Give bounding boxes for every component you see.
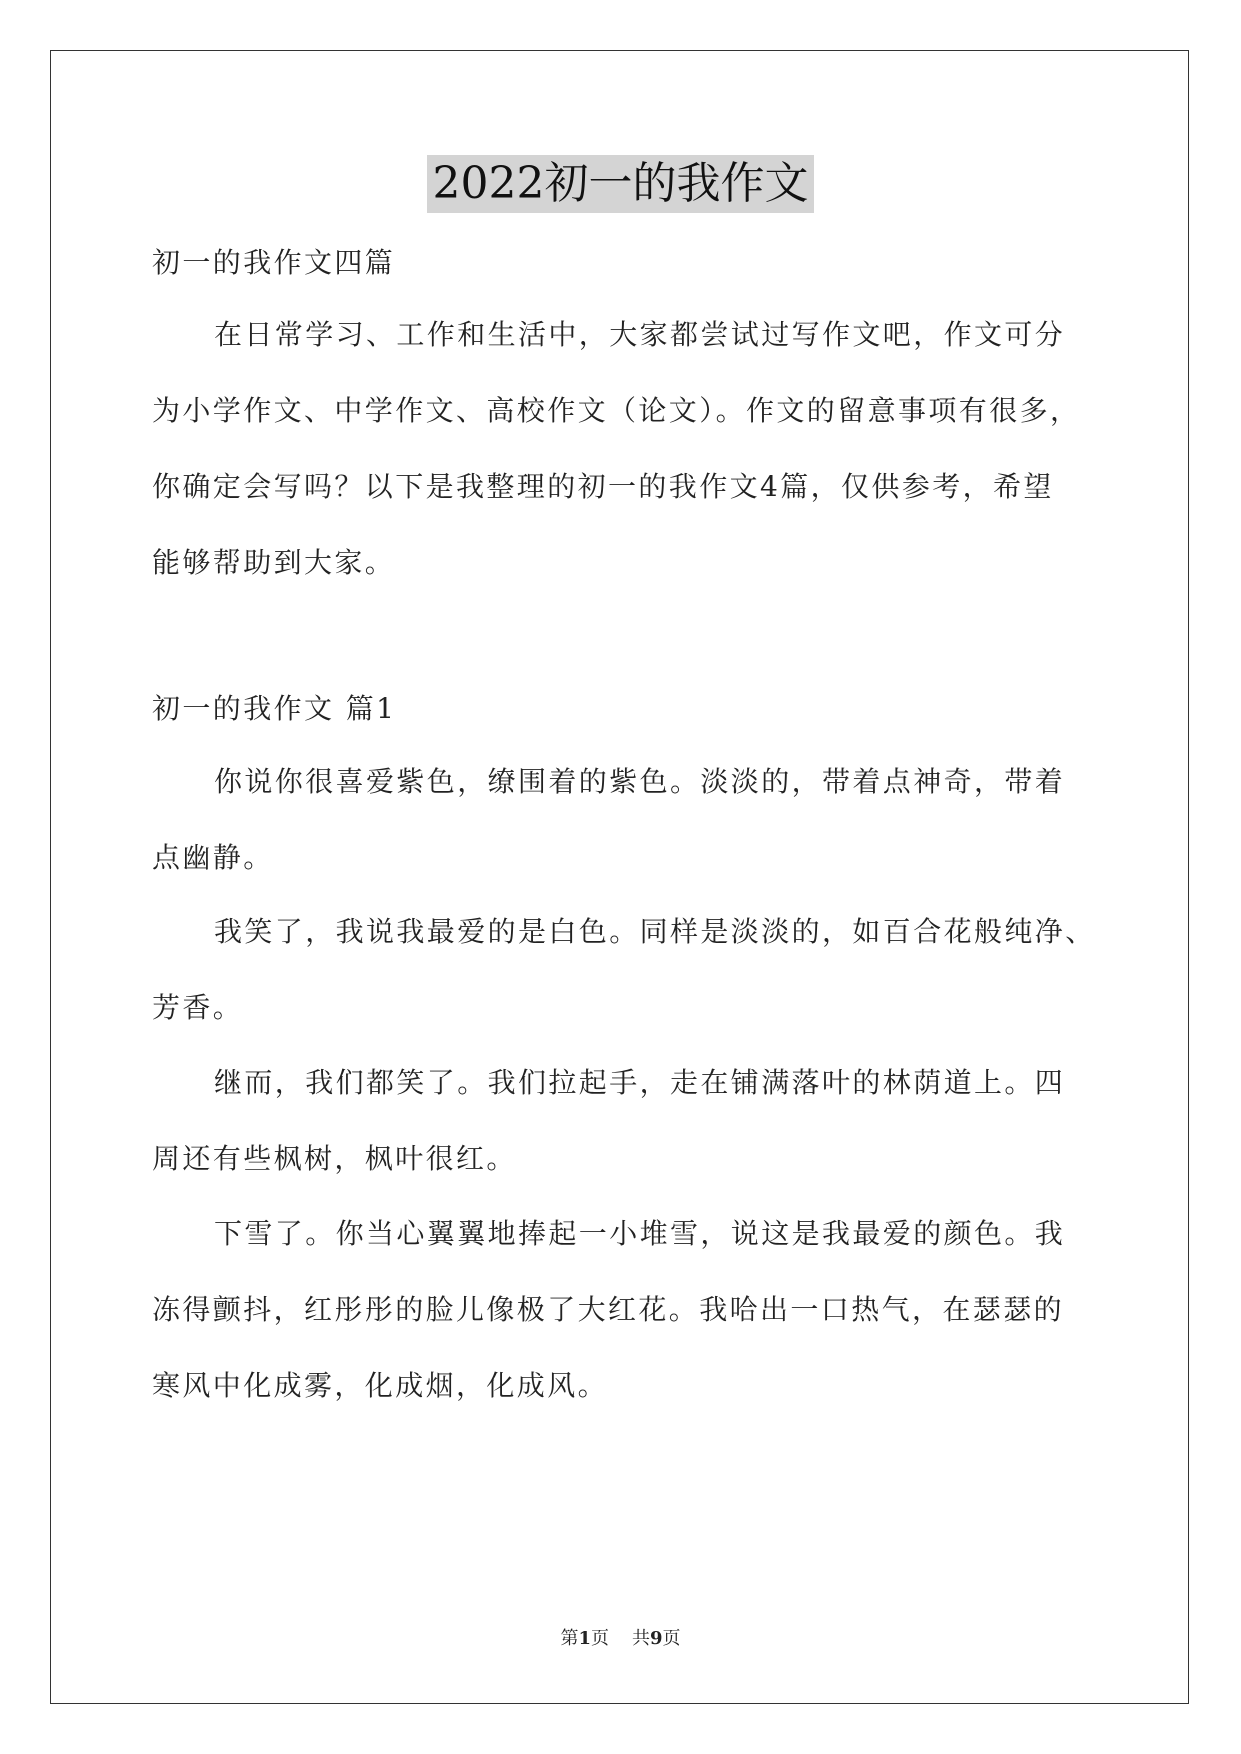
paragraph-line: 芳香。 <box>152 991 244 1024</box>
paragraph-line: 为小学作文、中学作文、高校作文（论文）。作文的留意事项有很多， <box>152 394 1081 427</box>
title-container <box>0 155 1241 213</box>
paragraph-line: 我笑了，我说我最爱的是白色。同样是淡淡的，如百合花般纯净、 <box>214 915 1096 948</box>
paragraph-line: 周还有些枫树，枫叶很红。 <box>152 1142 517 1175</box>
page-suffix: 页 <box>591 1628 610 1649</box>
page-total: 9 <box>649 1628 663 1649</box>
paragraph-line: 寒风中化成雾，化成烟，化成风。 <box>152 1369 609 1402</box>
page-footer <box>0 1627 1241 1651</box>
total-prefix: 共 <box>631 1628 650 1649</box>
paragraph-line: 在日常学习、工作和生活中，大家都尝试过写作文吧，作文可分 <box>214 318 1066 351</box>
section-heading: 初一的我作文四篇 <box>152 246 396 279</box>
paragraph-line: 你说你很喜爱紫色，缭围着的紫色。淡淡的，带着点神奇，带着 <box>214 765 1066 798</box>
paragraph-line: 你确定会写吗？以下是我整理的初一的我作文4篇，仅供参考，希望 <box>152 470 1054 503</box>
section-heading: 初一的我作文 篇1 <box>152 692 397 725</box>
total-suffix: 页 <box>662 1628 681 1649</box>
document-title: 2022初一的我作文 <box>427 155 815 213</box>
page-current: 1 <box>578 1628 592 1649</box>
paragraph-line: 继而，我们都笑了。我们拉起手，走在铺满落叶的林荫道上。四 <box>214 1066 1066 1099</box>
paragraph-line: 能够帮助到大家。 <box>152 546 396 579</box>
paragraph-line: 冻得颤抖，红彤彤的脸儿像极了大红花。我哈出一口热气，在瑟瑟的 <box>152 1293 1065 1326</box>
paragraph-line: 点幽静。 <box>152 841 274 874</box>
paragraph-line: 下雪了。你当心翼翼地捧起一小堆雪，说这是我最爱的颜色。我 <box>214 1217 1066 1250</box>
page-prefix: 第 <box>560 1628 579 1649</box>
